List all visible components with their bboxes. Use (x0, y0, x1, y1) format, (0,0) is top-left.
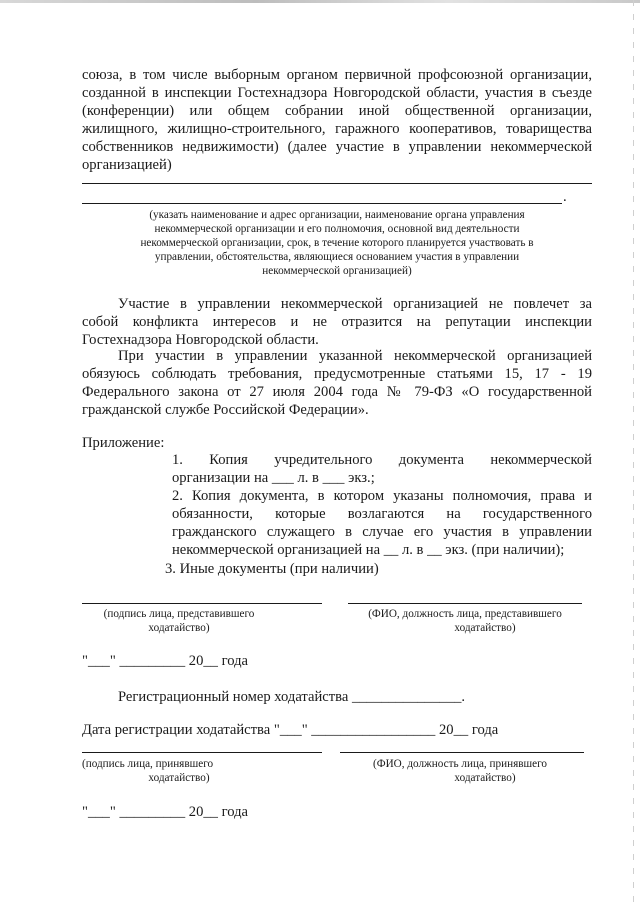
fio-hint: (ФИО, должность лица, принявшего (373, 758, 547, 770)
text-line: Федерального закона от 27 июля 2004 года № 79-ФЗ «О государственной (82, 384, 592, 400)
attachments-heading: Приложение: (82, 435, 165, 451)
applicant-date-line: "___" _________ 20__ года (82, 653, 249, 669)
fio-line (348, 603, 582, 604)
fill-line (82, 183, 592, 184)
fio-line (340, 752, 584, 753)
attachment-item-2-cont: некоммерческой организацией на __ л. в __ экз. (при наличии); (172, 542, 565, 558)
signature-hint: (подпись лица, представившего (103, 608, 255, 620)
text-line: союза, в том числе выборным органом первичной профсоюзной организации, (82, 67, 592, 83)
text-line: жилищного, жилищно-строительного, гаражного кооперативов, товарищества (82, 121, 592, 137)
text-line: организацией) (82, 157, 172, 173)
signature-line (82, 752, 322, 753)
hint-line: некоммерческой организацией) (262, 265, 412, 277)
text-line: (конференции) или общем собрании иной общественной организации, (82, 103, 592, 119)
text-line: Гостехнадзора Новгородской области. (82, 332, 319, 348)
fill-line (82, 203, 562, 204)
signature-line (82, 603, 322, 604)
registration-date: Дата регистрации ходатайства "___" _________________ 20__ года (82, 722, 499, 738)
attachment-item-1-cont: организации на ___ л. в ___ экз.; (172, 470, 375, 486)
scan-edge-top (0, 0, 640, 3)
scan-edge-right (633, 0, 634, 905)
text-line: собой конфликта интересов и не отразится на репутации инспекции (82, 314, 592, 330)
attachment-item-2: 2. Копия документа, в котором указаны полномочия, права и (172, 488, 592, 504)
registration-number: Регистрационный номер ходатайства _______________. (118, 689, 466, 705)
attachment-item-2-cont: обязанности, которые возлагаются на государственного (172, 506, 592, 522)
text-line: Участие в управлении некоммерческой организацией не повлечет за (118, 296, 592, 312)
hint-line: (указать наименование и адрес организации, наименование органа управления (149, 209, 525, 221)
fio-hint: ходатайство) (454, 772, 516, 784)
attachment-item-2-cont: гражданского служащего в случае его участия в управлении (172, 524, 592, 540)
text-line: собственников недвижимости) (далее участие в управлении некоммерческой (82, 139, 592, 155)
receiver-date-line: "___" _________ 20__ года (82, 804, 249, 820)
fill-line-dot: . (563, 189, 567, 205)
text-line: При участии в управлении указанной некоммерческой организацией (118, 348, 592, 364)
hint-line: управлении, обстоятельства, являющиеся основанием участия в управлении (154, 251, 520, 263)
fio-hint: (ФИО, должность лица, представившего (368, 608, 562, 620)
hint-line: некоммерческой организации и его полномочия, основной вид деятельности (154, 223, 520, 235)
text-line: гражданской службе Российской Федерации». (82, 402, 369, 418)
text-line: обязуюсь соблюдать требования, предусмотренные статьями 15, 17 - 19 (82, 366, 592, 382)
signature-hint: (подпись лица, принявшего (82, 758, 214, 770)
fio-hint: ходатайство) (454, 622, 516, 634)
signature-hint: ходатайство) (148, 622, 210, 634)
attachment-item-3: 3. Иные документы (при наличии) (165, 561, 379, 577)
text-line: созданной в инспекции Гостехнадзора Новгородской области, участия в съезде (82, 85, 592, 101)
signature-hint: ходатайство) (148, 772, 210, 784)
hint-line: некоммерческой организации, срок, в течение которого планируется участвовать в (140, 237, 534, 249)
attachment-item-1: 1. Копия учредительного документа некоммерческой (172, 452, 592, 468)
